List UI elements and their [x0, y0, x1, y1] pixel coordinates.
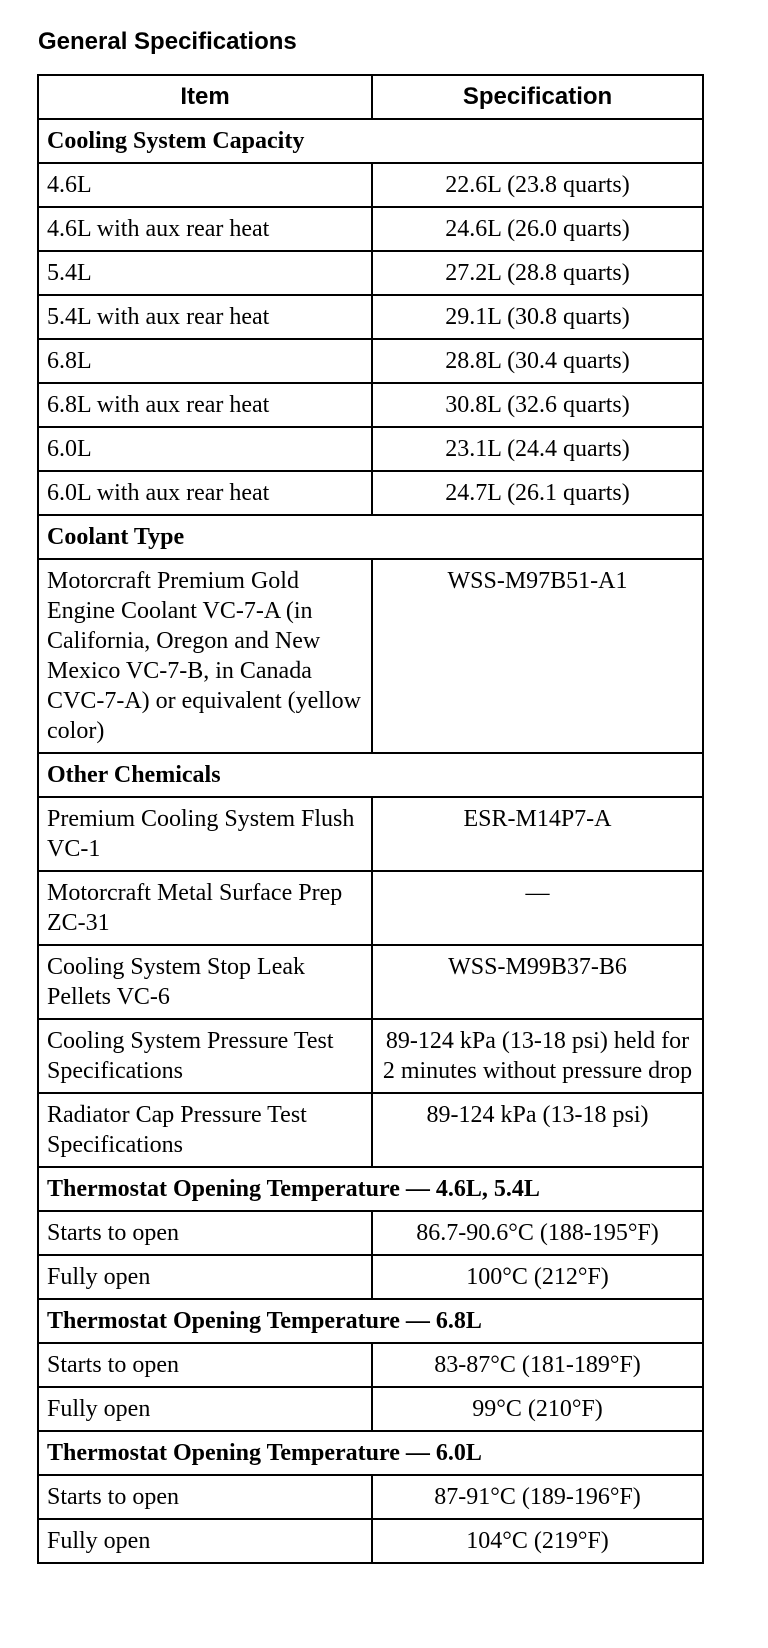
- item-cell: 4.6L: [38, 163, 372, 207]
- specification-cell: 23.1L (24.4 quarts): [372, 427, 703, 471]
- table-row: [38, 1343, 703, 1387]
- item-cell: 4.6L with aux rear heat: [38, 207, 372, 251]
- section-title: Thermostat Opening Temperature — 6.8L: [38, 1299, 703, 1343]
- table-row: [38, 1387, 703, 1431]
- table-row: [38, 207, 703, 251]
- table-row: [38, 871, 703, 945]
- table-row: [38, 559, 703, 753]
- item-cell: Radiator Cap Pressure Test Specifications: [38, 1093, 372, 1167]
- item-cell: Cooling System Stop Leak Pellets VC-6: [38, 945, 372, 1019]
- specification-cell: 28.8L (30.4 quarts): [372, 339, 703, 383]
- specification-cell: 89-124 kPa (13-18 psi): [372, 1093, 703, 1167]
- section-header-row: [38, 1167, 703, 1211]
- specification-cell: 22.6L (23.8 quarts): [372, 163, 703, 207]
- table-row: [38, 295, 703, 339]
- section-header-row: [38, 1299, 703, 1343]
- specification-cell: WSS-M99B37-B6: [372, 945, 703, 1019]
- table-row: [38, 339, 703, 383]
- table-row: [38, 797, 703, 871]
- section-title: Coolant Type: [38, 515, 703, 559]
- section-title: Thermostat Opening Temperature — 4.6L, 5.4L: [38, 1167, 703, 1211]
- specification-cell: 87-91°C (189-196°F): [372, 1475, 703, 1519]
- item-cell: 6.0L: [38, 427, 372, 471]
- section-header-row: [38, 515, 703, 559]
- specification-cell: —: [372, 871, 703, 945]
- table-row: [38, 163, 703, 207]
- specification-cell: 24.7L (26.1 quarts): [372, 471, 703, 515]
- item-cell: Starts to open: [38, 1343, 372, 1387]
- specification-cell: 100°C (212°F): [372, 1255, 703, 1299]
- item-cell: Motorcraft Premium Gold Engine Coolant VC-7-A (in California, Oregon and New Mexico VC-7-B, in Canada CVC-7-A) or equivalent (yellow color): [38, 559, 372, 753]
- table-row: [38, 1255, 703, 1299]
- specification-cell: WSS-M97B51-A1: [372, 559, 703, 753]
- specification-cell: 29.1L (30.8 quarts): [372, 295, 703, 339]
- section-header-row: [38, 119, 703, 163]
- item-cell: 6.0L with aux rear heat: [38, 471, 372, 515]
- column-header-item: Item: [38, 75, 372, 119]
- page-title: General Specifications: [38, 28, 297, 55]
- item-cell: 5.4L with aux rear heat: [38, 295, 372, 339]
- table-row: [38, 427, 703, 471]
- specification-cell: ESR-M14P7-A: [372, 797, 703, 871]
- item-cell: Premium Cooling System Flush VC-1: [38, 797, 372, 871]
- item-cell: 5.4L: [38, 251, 372, 295]
- table-row: [38, 945, 703, 1019]
- table-row: [38, 383, 703, 427]
- table-header-row: [38, 75, 703, 119]
- section-title: Thermostat Opening Temperature — 6.0L: [38, 1431, 703, 1475]
- item-cell: Fully open: [38, 1519, 372, 1563]
- specification-cell: 30.8L (32.6 quarts): [372, 383, 703, 427]
- specification-cell: 83-87°C (181-189°F): [372, 1343, 703, 1387]
- item-cell: Fully open: [38, 1255, 372, 1299]
- specification-cell: 24.6L (26.0 quarts): [372, 207, 703, 251]
- section-header-row: [38, 1431, 703, 1475]
- item-cell: 6.8L with aux rear heat: [38, 383, 372, 427]
- specification-cell: 89-124 kPa (13-18 psi) held for 2 minutes without pressure drop: [372, 1019, 703, 1093]
- item-cell: Fully open: [38, 1387, 372, 1431]
- table-row: [38, 1475, 703, 1519]
- table-row: [38, 1211, 703, 1255]
- item-cell: Cooling System Pressure Test Specifications: [38, 1019, 372, 1093]
- specification-cell: 104°C (219°F): [372, 1519, 703, 1563]
- table-row: [38, 251, 703, 295]
- item-cell: Starts to open: [38, 1475, 372, 1519]
- table-row: [38, 471, 703, 515]
- specification-cell: 99°C (210°F): [372, 1387, 703, 1431]
- section-title: Other Chemicals: [38, 753, 703, 797]
- table-row: [38, 1519, 703, 1563]
- section-header-row: [38, 753, 703, 797]
- column-header-specification: Specification: [372, 75, 703, 119]
- table-row: [38, 1093, 703, 1167]
- specification-cell: 27.2L (28.8 quarts): [372, 251, 703, 295]
- section-title: Cooling System Capacity: [38, 119, 703, 163]
- item-cell: 6.8L: [38, 339, 372, 383]
- table-row: [38, 1019, 703, 1093]
- item-cell: Starts to open: [38, 1211, 372, 1255]
- specifications-table: [37, 74, 704, 1564]
- item-cell: Motorcraft Metal Surface Prep ZC-31: [38, 871, 372, 945]
- specification-cell: 86.7-90.6°C (188-195°F): [372, 1211, 703, 1255]
